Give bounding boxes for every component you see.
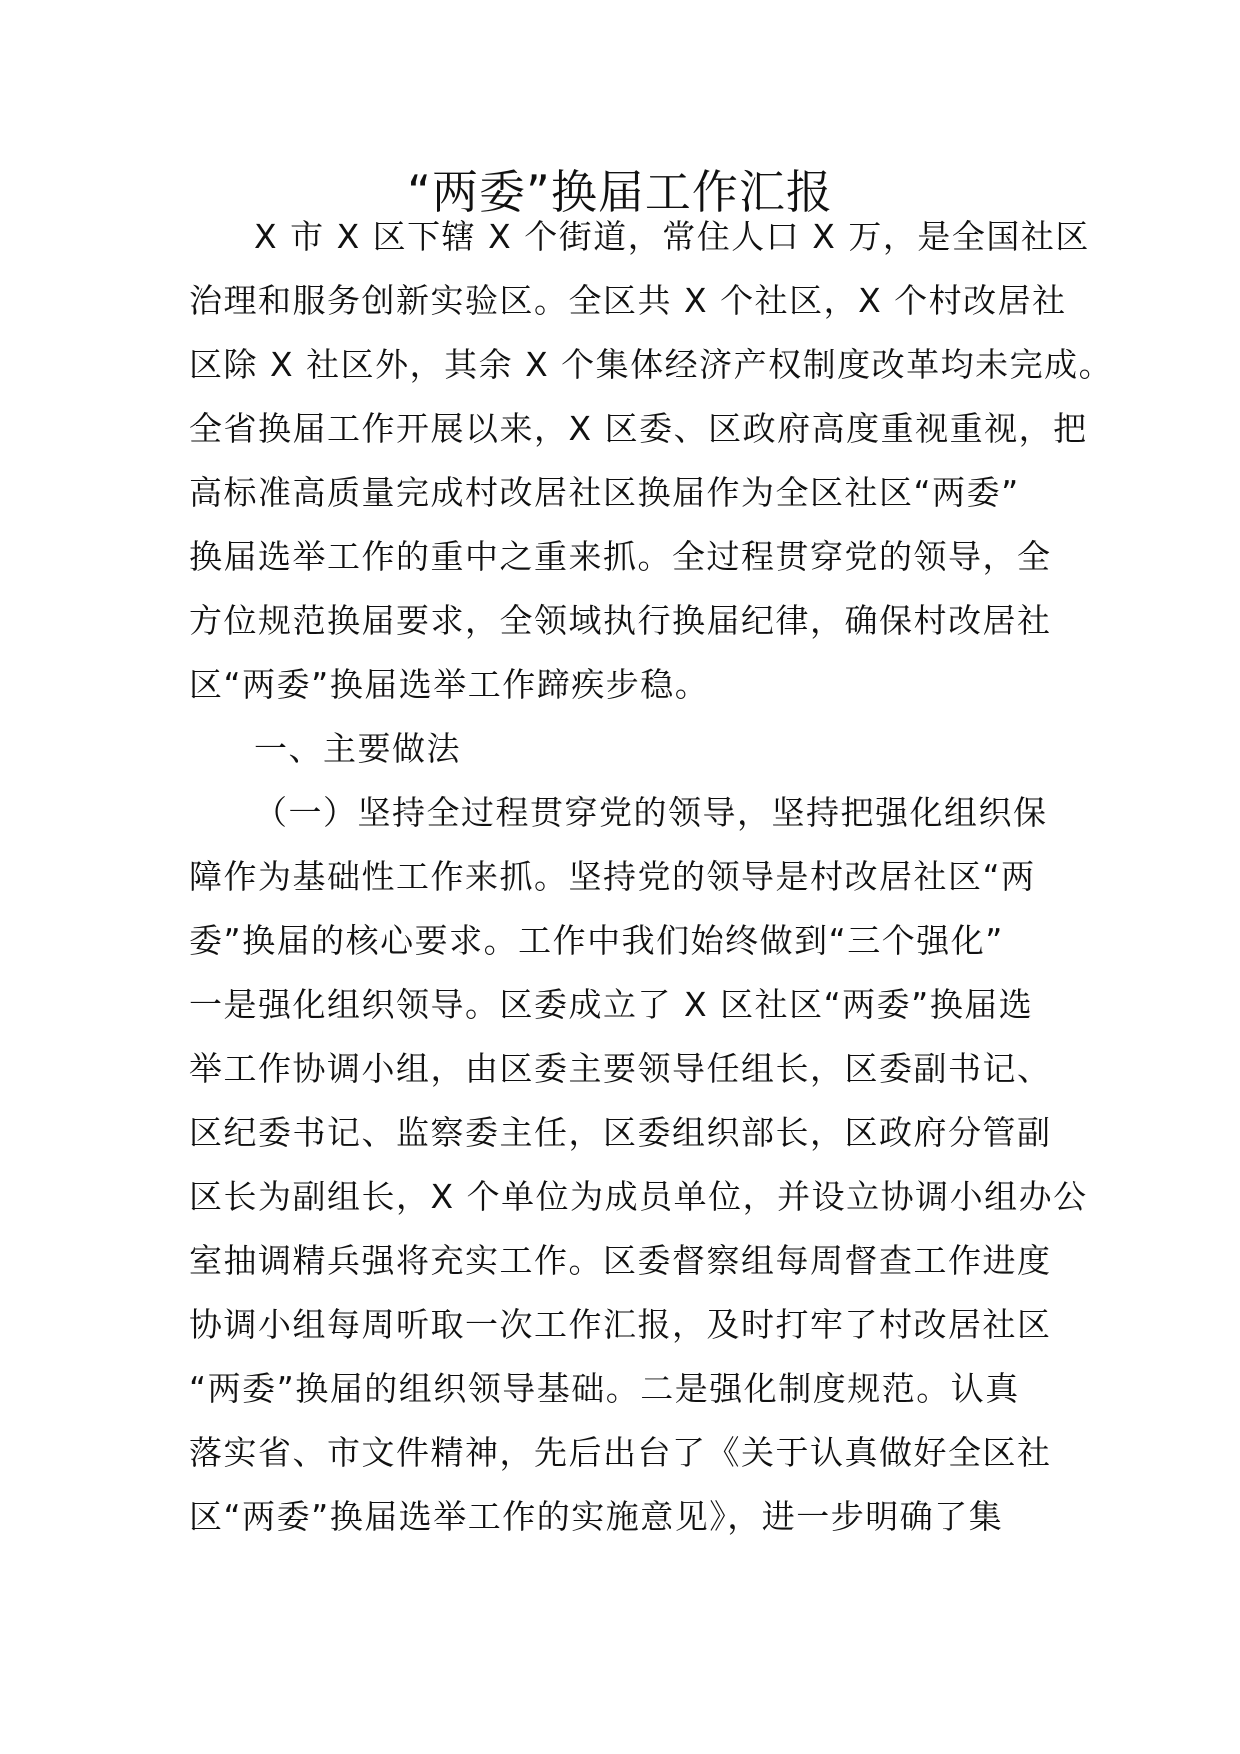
body-line-13: 一是强化组织领导。区委成立了 X 区社区“两委”换届选 bbox=[189, 985, 1034, 1024]
body-line-16: 区长为副组长，X 个单位为成员单位，并设立协调小组办公 bbox=[189, 1177, 1088, 1216]
body-line-7: 方位规范换届要求，全领域执行换届纪律，确保村改居社 bbox=[189, 601, 1052, 640]
document-title: “两委”换届工作汇报 bbox=[407, 165, 833, 219]
body-line-1: X 市 X 区下辖 X 个街道，常住人口 X 万，是全国社区 bbox=[254, 217, 1090, 256]
body-line-11: 障作为基础性工作来抓。坚持党的领导是村改居社区“两 bbox=[189, 857, 1036, 896]
body-line-20: 落实省、市文件精神，先后出台了《关于认真做好全区社 bbox=[189, 1433, 1052, 1472]
body-line-21: 区“两委”换届选举工作的实施意见》，进一步明确了集 bbox=[189, 1497, 1004, 1536]
body-line-8: 区“两委”换届选举工作蹄疾步稳。 bbox=[189, 665, 710, 704]
body-line-19: “两委”换届的组织领导基础。二是强化制度规范。认真 bbox=[189, 1369, 1020, 1408]
body-line-5: 高标准高质量完成村改居社区换届作为全区社区“两委” bbox=[189, 473, 1020, 512]
body-line-12: 委”换届的核心要求。工作中我们始终做到“三个强化” bbox=[189, 921, 1004, 960]
body-line-18: 协调小组每周听取一次工作汇报，及时打牢了村改居社区 bbox=[189, 1305, 1052, 1344]
body-line-4: 全省换届工作开展以来，X 区委、区政府高度重视重视，把 bbox=[189, 409, 1088, 448]
body-line-3: 区除 X 社区外，其余 X 个集体经济产权制度改革均未完成。 bbox=[189, 345, 1114, 384]
body-line-14: 举工作协调小组，由区委主要领导任组长，区委副书记、 bbox=[189, 1049, 1052, 1088]
body-line-10: （一）坚持全过程贯穿党的领导，坚持把强化组织保 bbox=[254, 793, 1048, 832]
body-line-2: 治理和服务创新实验区。全区共 X 个社区，X 个村改居社 bbox=[189, 281, 1067, 320]
body-line-6: 换届选举工作的重中之重来抓。全过程贯穿党的领导，全 bbox=[189, 537, 1052, 576]
body-line-15: 区纪委书记、监察委主任，区委组织部长，区政府分管副 bbox=[189, 1113, 1052, 1152]
body-line-17: 室抽调精兵强将充实工作。区委督察组每周督查工作进度 bbox=[189, 1241, 1052, 1280]
section-heading: 一、主要做法 bbox=[254, 729, 461, 768]
